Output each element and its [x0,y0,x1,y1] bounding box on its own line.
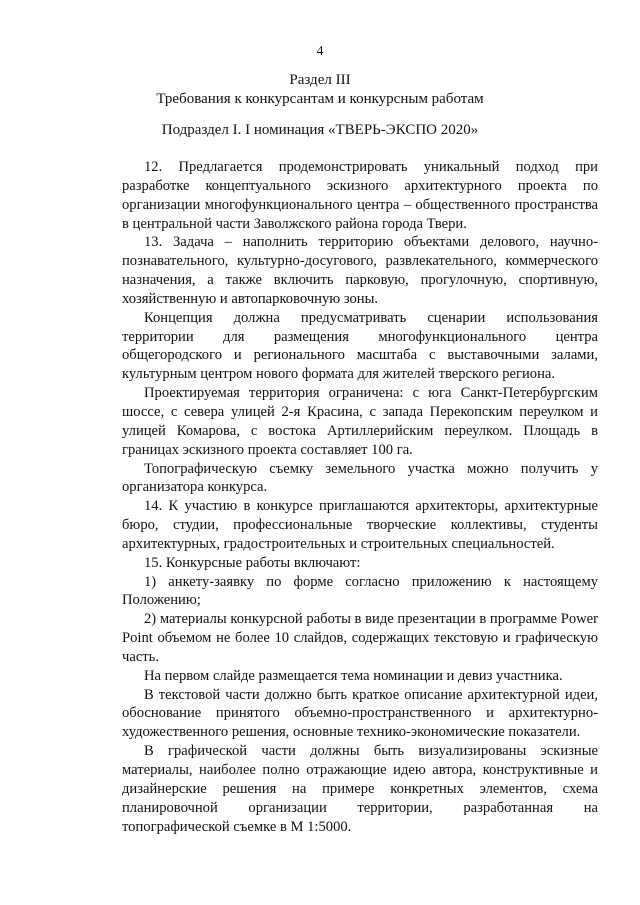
subsection-heading: Подраздел I. I номинация «ТВЕРЬ-ЭКСПО 2020» [161,122,479,138]
page-number: 4 [316,44,324,59]
section-title: Требования к конкурсантам и конкурсным работам [156,91,484,107]
paragraph-13: 13. Задача – наполнить территорию объектами делового, научно-познавательного, культурно-досугового, развлекательного, коммерческого назначения, а также включить парковую, прогулочную, спортивную, хозяйственную и автопарковочную зоны. [122,234,598,307]
paragraph-concept: Концепция должна предусматривать сценарии использования территории для размещения многофункционального центра общегородского и регионального масштаба с выставочными залами, культурным центром нового формата для жителей тверского региона. [122,309,598,383]
section-heading: Раздел III [289,72,351,88]
document-body [122,158,598,836]
paragraph-12: 12. Предлагается продемонстрировать уникальный подход при разработке концептуального эскизного архитектурного проекта по организации многофункционального центра – общественного пространства в центральной части Заволжского района города Твери. [122,159,598,232]
paragraph-15: 15. Конкурсные работы включают: [144,554,361,571]
paragraph-item-2: 2) материалы конкурсной работы в виде презентации в программе Power Point объемом не более 10 слайдов, содержащих текстовую и графическую часть. [122,611,598,665]
paragraph-first-slide: На первом слайде размещается тема номинации и девиз участника. [144,667,563,684]
paragraph-14: 14. К участию в конкурсе приглашаются архитекторы, архитектурные бюро, студии, профессиональные творческие коллективы, студенты архитектурных, градостроительных и строительных специальностей. [122,498,598,552]
paragraph-topography: Топографическую съемку земельного участка можно получить у организатора конкурса. [122,460,598,496]
paragraph-graphic-part: В графической части должны быть визуализированы эскизные материалы, наиболее полно отражающие идею автора, конструктивные и дизайнерские решения на примере конкретных элементов, схема планировочной организации территории, разработанная на топографической съемке в М 1:5000. [122,743,598,835]
paragraph-territory: Проектируемая территория ограничена: с юга Санкт-Петербургским шоссе, с севера улицей 2-я Красина, с запада Перекопским переулком и улицей Комарова, с востока Артиллерийским переулком. Площадь в границах эскизного проекта составляет 100 га. [122,385,598,458]
paragraph-text-part: В текстовой части должно быть краткое описание архитектурной идеи, обоснование принятого объемно-пространственного и архитектурно-художественного решения, основные технико-экономические показатели. [122,686,598,741]
paragraph-item-1: 1) анкету-заявку по форме согласно приложению к настоящему Положению; [122,573,598,609]
